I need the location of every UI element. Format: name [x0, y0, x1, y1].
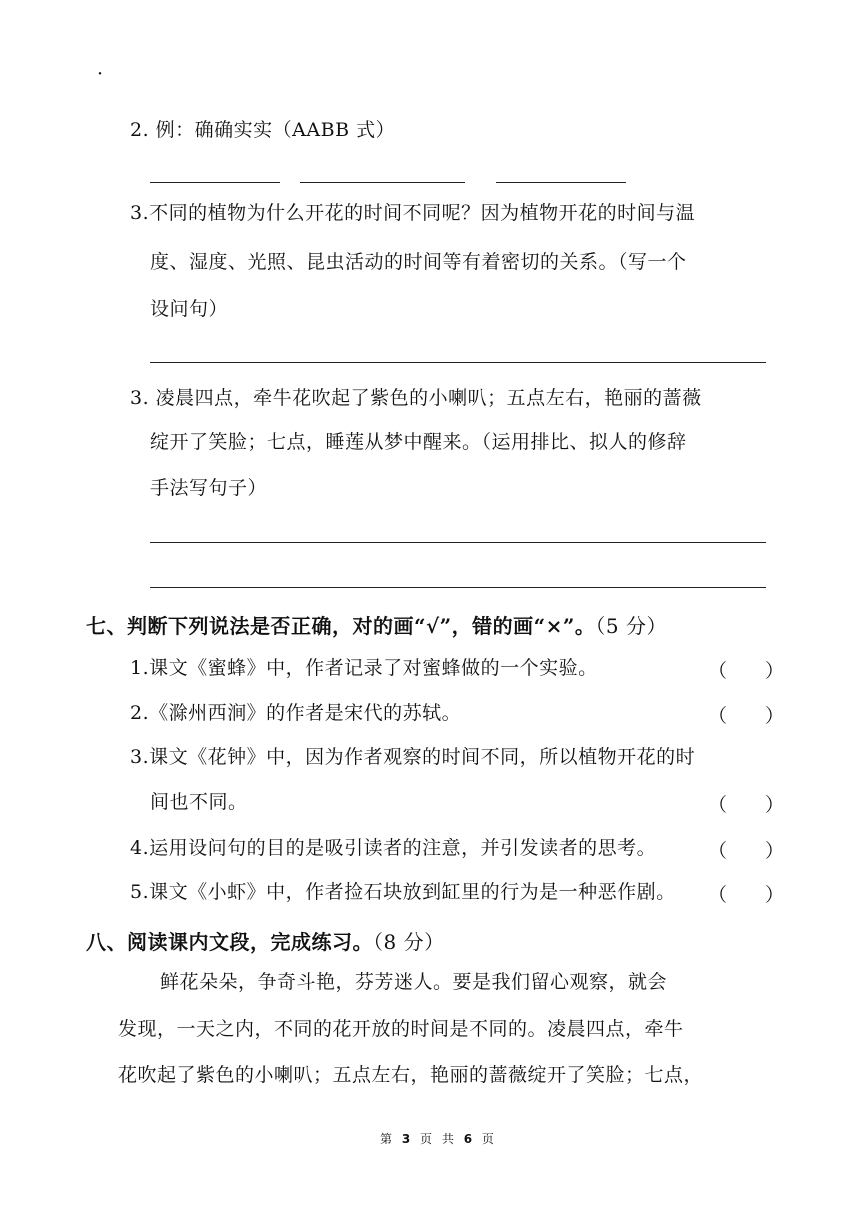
judge-answer-box-3[interactable]: （ ）	[708, 794, 785, 816]
section-7-heading	[86, 610, 667, 639]
passage-line-1: 鲜花朵朵，争奇斗艳，芬芳迷人。要是我们留心观察，就会	[160, 971, 668, 993]
judge-answer-box-2[interactable]: （ ）	[708, 705, 785, 727]
passage-line-2: 发现，一天之内，不同的花开放的时间是不同的。凌晨四点，牵牛	[118, 1018, 684, 1040]
question-3b-line1: 3. 凌晨四点，牵牛花吹起了紫色的小喇叭；五点左右，艳丽的蔷薇	[130, 387, 702, 409]
page-footer	[380, 1130, 497, 1147]
answer-line-3b-1[interactable]	[150, 542, 766, 543]
section-7-title: 七、判断下列说法是否正确，对的画“√”，错的画“×”。	[86, 614, 596, 638]
judge-answer-box-4[interactable]: （ ）	[708, 840, 785, 862]
judge-item-5: 5.课文《小虾》中，作者捡石块放到缸里的行为是一种恶作剧。	[130, 881, 676, 903]
footer-total-pages: 6	[463, 1132, 476, 1146]
footer-middle: 页 共	[420, 1132, 457, 1146]
section-8-score: （8 分）	[373, 930, 445, 954]
judge-answer-box-1[interactable]: （ ）	[708, 660, 785, 682]
judge-item-2: 2.《滁州西涧》的作者是宋代的苏轼。	[130, 702, 462, 724]
question-3a-line1: 3.不同的植物为什么开花的时间不同呢？因为植物开花的时间与温	[130, 202, 696, 224]
section-8-title: 八、阅读课内文段，完成练习。	[86, 930, 373, 954]
question-3a-line3: 设问句）	[150, 298, 229, 320]
footer-suffix: 页	[481, 1132, 497, 1146]
question-3b-line3: 手法写句子）	[150, 477, 268, 499]
stray-dot: ·	[97, 63, 104, 85]
judge-answer-box-5[interactable]: （ ）	[708, 884, 785, 906]
section-7-score: （5 分）	[595, 614, 668, 638]
judge-item-1: 1.课文《蜜蜂》中，作者记录了对蜜蜂做的一个实验。	[130, 657, 598, 679]
question-3b-line2: 绽开了笑脸；七点，睡莲从梦中醒来。（运用排比、拟人的修辞	[150, 431, 687, 453]
passage-line-3: 花吹起了紫色的小喇叭；五点左右，艳丽的蔷薇绽开了笑脸；七点，	[118, 1064, 704, 1086]
answer-blank-2[interactable]	[300, 182, 465, 183]
answer-line-3b-2[interactable]	[150, 587, 766, 588]
section-8-heading	[86, 926, 445, 955]
judge-item-3-cont: 间也不同。	[150, 791, 248, 813]
answer-blank-1[interactable]	[150, 182, 280, 183]
footer-page-number: 3	[401, 1132, 414, 1146]
footer-prefix: 第	[380, 1132, 396, 1146]
judge-item-4: 4.运用设问句的目的是吸引读者的注意，并引发读者的思考。	[130, 837, 657, 859]
question-2-text: 2. 例：确确实实（AABB 式）	[130, 119, 396, 141]
answer-blank-3[interactable]	[496, 182, 626, 183]
judge-item-3: 3.课文《花钟》中，因为作者观察的时间不同，所以植物开花的时	[130, 746, 696, 768]
question-3a-line2: 度、湿度、光照、昆虫活动的时间等有着密切的关系。（写一个	[150, 251, 687, 273]
answer-line-3a[interactable]	[150, 362, 766, 363]
